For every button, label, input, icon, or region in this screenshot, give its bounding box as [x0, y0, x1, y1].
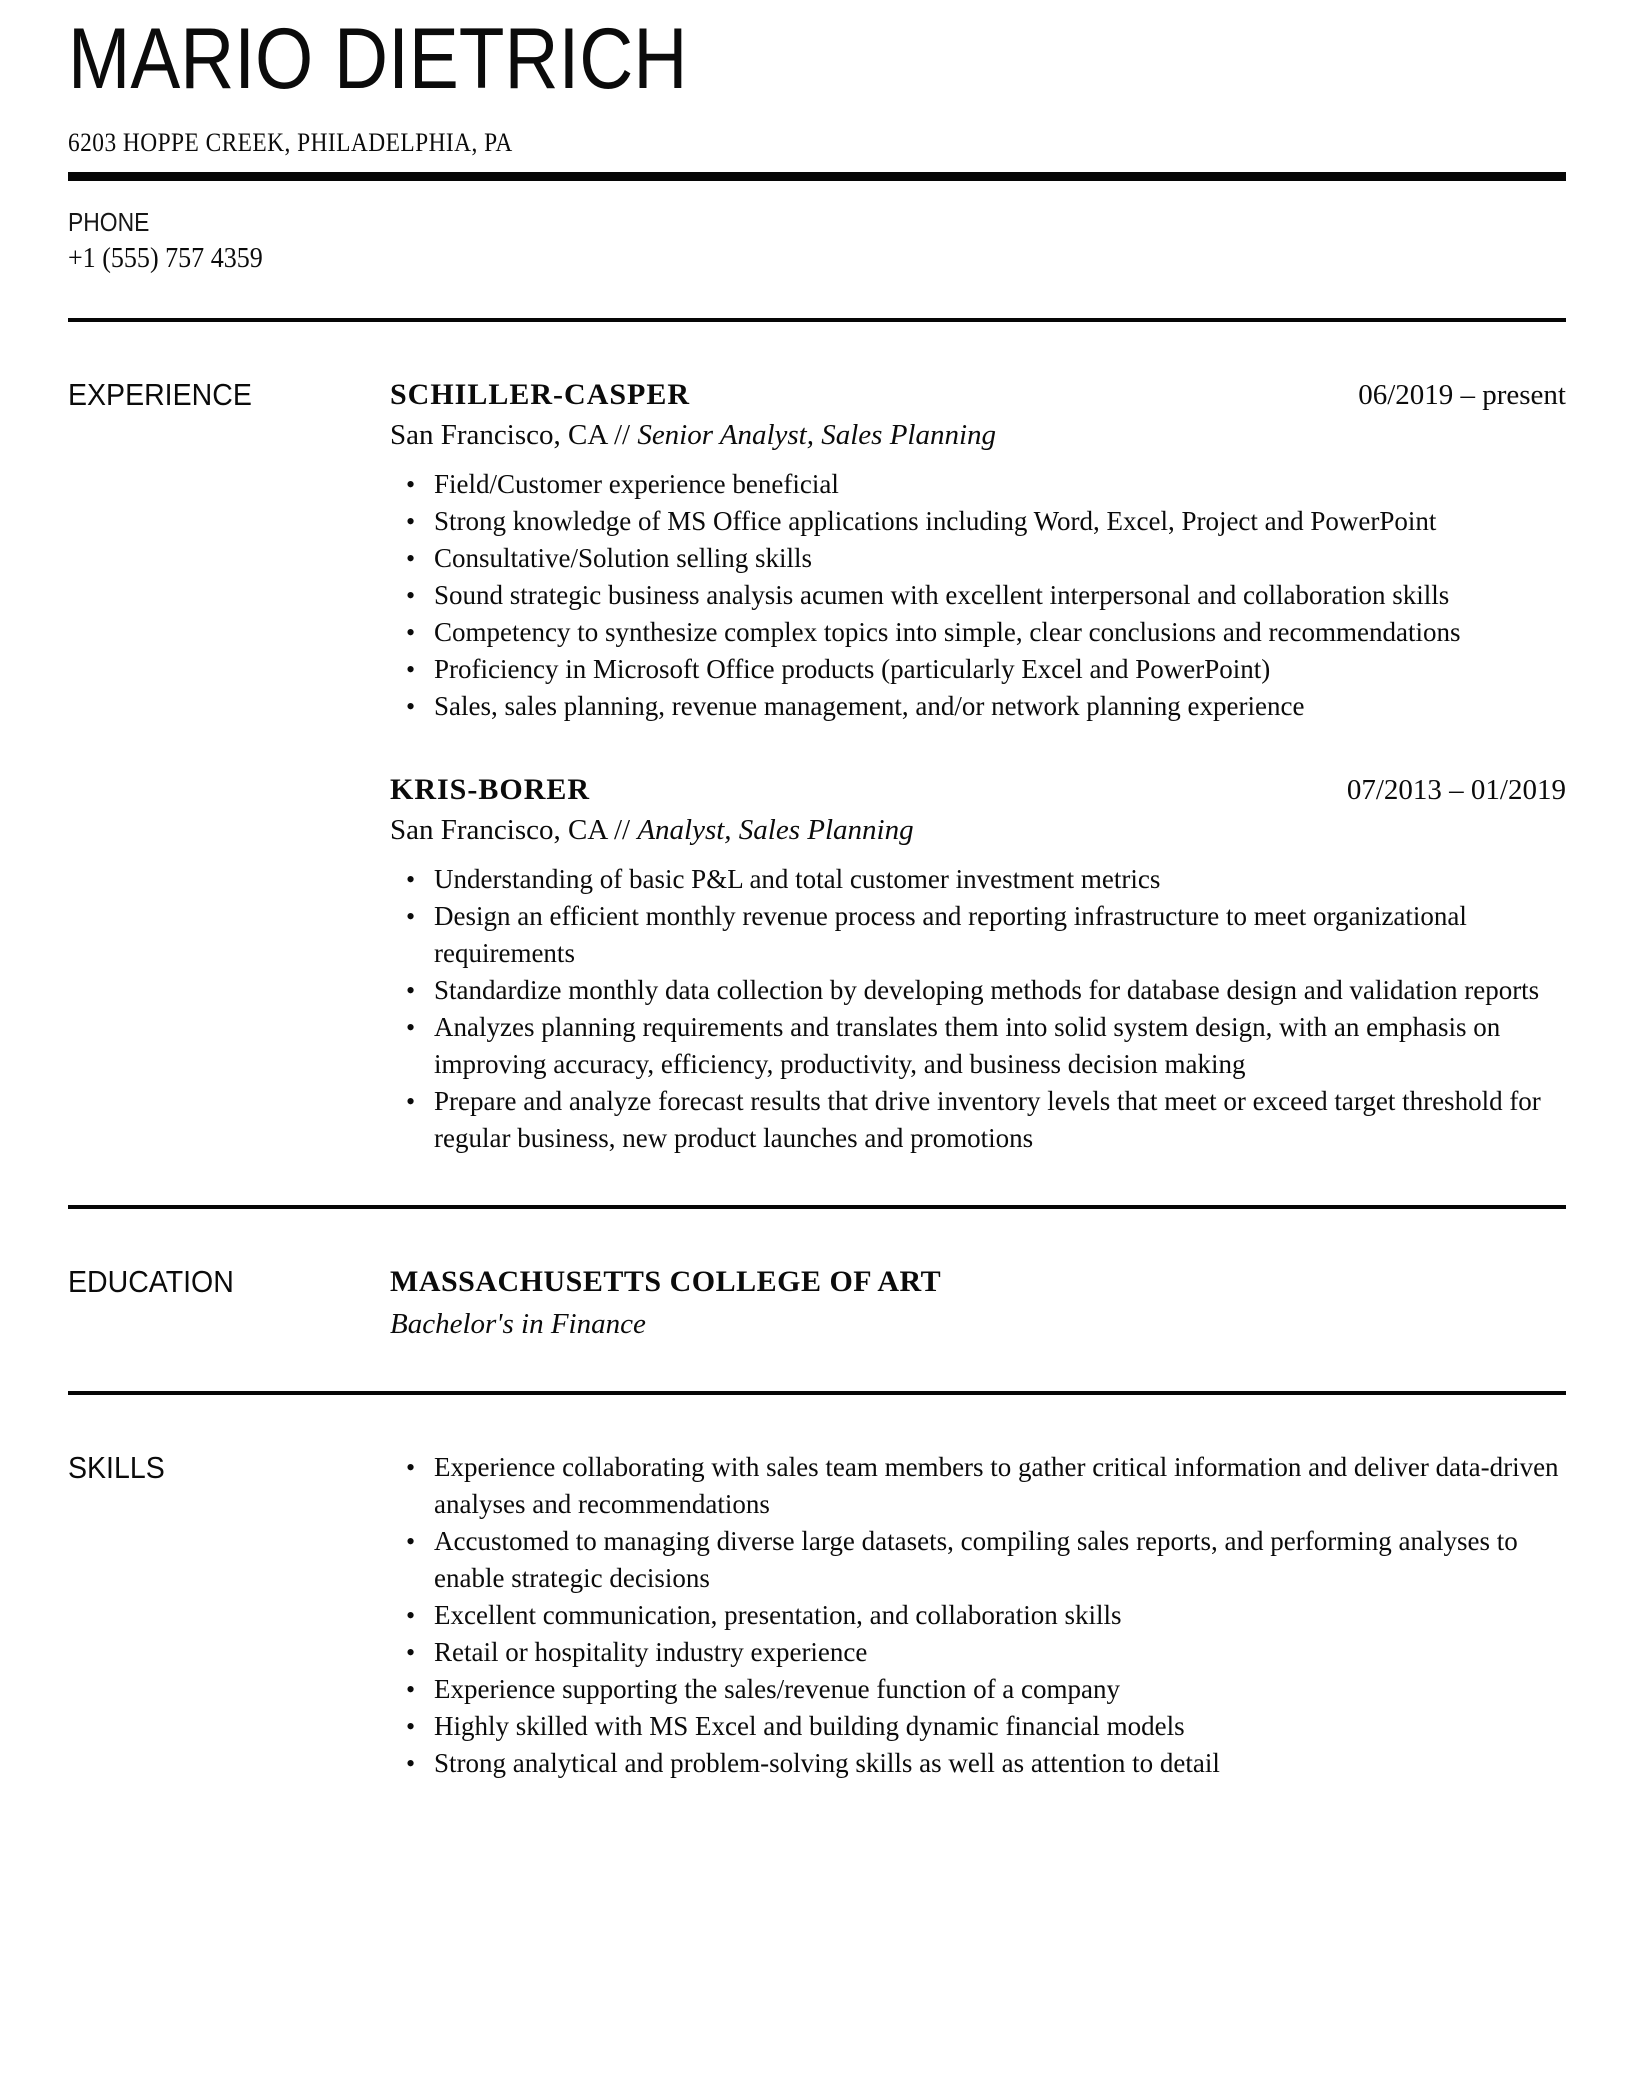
- bullet-item: • Sales, sales planning, revenue management, and/or network planning experience: [434, 688, 1566, 725]
- job-subtitle: [390, 416, 1566, 454]
- phone-number: +1 (555) 757 4359: [68, 243, 263, 275]
- job-role: Senior Analyst, Sales Planning: [637, 419, 997, 452]
- job-location: San Francisco, CA: [390, 814, 607, 847]
- job-entry: [390, 376, 1566, 725]
- job-dates: 06/2019 – present: [1358, 379, 1566, 412]
- bullet-item: • Consultative/Solution selling skills: [434, 540, 1566, 577]
- education-section-label: EDUCATION: [68, 1264, 234, 1300]
- job-dates: 07/2013 – 01/2019: [1346, 774, 1566, 807]
- candidate-address: 6203 HOPPE CREEK, PHILADELPHIA, PA: [68, 128, 513, 157]
- bullet-item: • Sound strategic business analysis acumen with excellent interpersonal and collaboration skills: [434, 577, 1566, 614]
- school-name: MASSACHUSETTS COLLEGE OF ART: [390, 1265, 942, 1299]
- bullet-item: • Accustomed to managing diverse large datasets, compiling sales reports, and performing analyses to enable strategic decisions: [434, 1523, 1566, 1597]
- company-name: SCHILLER-CASPER: [390, 378, 691, 412]
- resume-header: [68, 11, 1566, 276]
- bullet-item: • Proficiency in Microsoft Office products (particularly Excel and PowerPoint): [434, 651, 1566, 688]
- bullet-item: • Field/Customer experience beneficial: [434, 466, 1566, 503]
- section-education: [68, 1209, 1566, 1343]
- bullet-item: • Analyzes planning requirements and translates them into solid system design, with an emphasis on improving accuracy, efficiency, productivity, and business decision making: [434, 1009, 1566, 1083]
- bullet-item: • Standardize monthly data collection by developing methods for database design and validation reports: [434, 972, 1566, 1009]
- education-content: [390, 1263, 1566, 1343]
- section-skills: [68, 1395, 1566, 1782]
- job-role: Analyst, Sales Planning: [637, 814, 914, 847]
- bullet-item: • Understanding of basic P&L and total customer investment metrics: [434, 861, 1566, 898]
- header-divider: [68, 172, 1566, 181]
- job-separator: //: [613, 419, 631, 452]
- job-location: San Francisco, CA: [390, 419, 607, 452]
- experience-section-label: EXPERIENCE: [68, 377, 252, 413]
- job-bullet-list: [390, 466, 1566, 725]
- contact-block: [68, 207, 1566, 276]
- skills-content: [390, 1449, 1566, 1782]
- bullet-item: • Experience supporting the sales/revenue function of a company: [434, 1671, 1566, 1708]
- bullet-item: • Strong knowledge of MS Office applications including Word, Excel, Project and PowerPoint: [434, 503, 1566, 540]
- job-separator: //: [613, 814, 631, 847]
- bullet-item: • Highly skilled with MS Excel and building dynamic financial models: [434, 1708, 1566, 1745]
- bullet-item: • Competency to synthesize complex topics into simple, clear conclusions and recommendations: [434, 614, 1566, 651]
- experience-content: [390, 376, 1566, 1157]
- candidate-name: MARIO DIETRICH: [68, 11, 688, 107]
- bullet-item: • Prepare and analyze forecast results that drive inventory levels that meet or exceed target threshold for regular business, new product launches and promotions: [434, 1083, 1566, 1157]
- job-bullet-list: [390, 861, 1566, 1157]
- skills-bullet-list: [390, 1449, 1566, 1782]
- job-header: [390, 376, 1566, 414]
- degree-name: Bachelor's in Finance: [390, 1308, 646, 1341]
- bullet-item: • Excellent communication, presentation, and collaboration skills: [434, 1597, 1566, 1634]
- bullet-item: • Design an efficient monthly revenue process and reporting infrastructure to meet organizational requirements: [434, 898, 1566, 972]
- phone-label: PHONE: [68, 206, 150, 237]
- bullet-item: • Experience collaborating with sales team members to gather critical information and deliver data-driven analyses and recommendations: [434, 1449, 1566, 1523]
- job-subtitle: [390, 811, 1566, 849]
- section-experience: [68, 322, 1566, 1157]
- skills-section-label: SKILLS: [68, 1450, 165, 1486]
- bullet-item: • Strong analytical and problem-solving skills as well as attention to detail: [434, 1745, 1566, 1782]
- job-entry: [390, 771, 1566, 1157]
- bullet-item: • Retail or hospitality industry experience: [434, 1634, 1566, 1671]
- company-name: KRIS-BORER: [390, 773, 591, 807]
- job-header: [390, 771, 1566, 809]
